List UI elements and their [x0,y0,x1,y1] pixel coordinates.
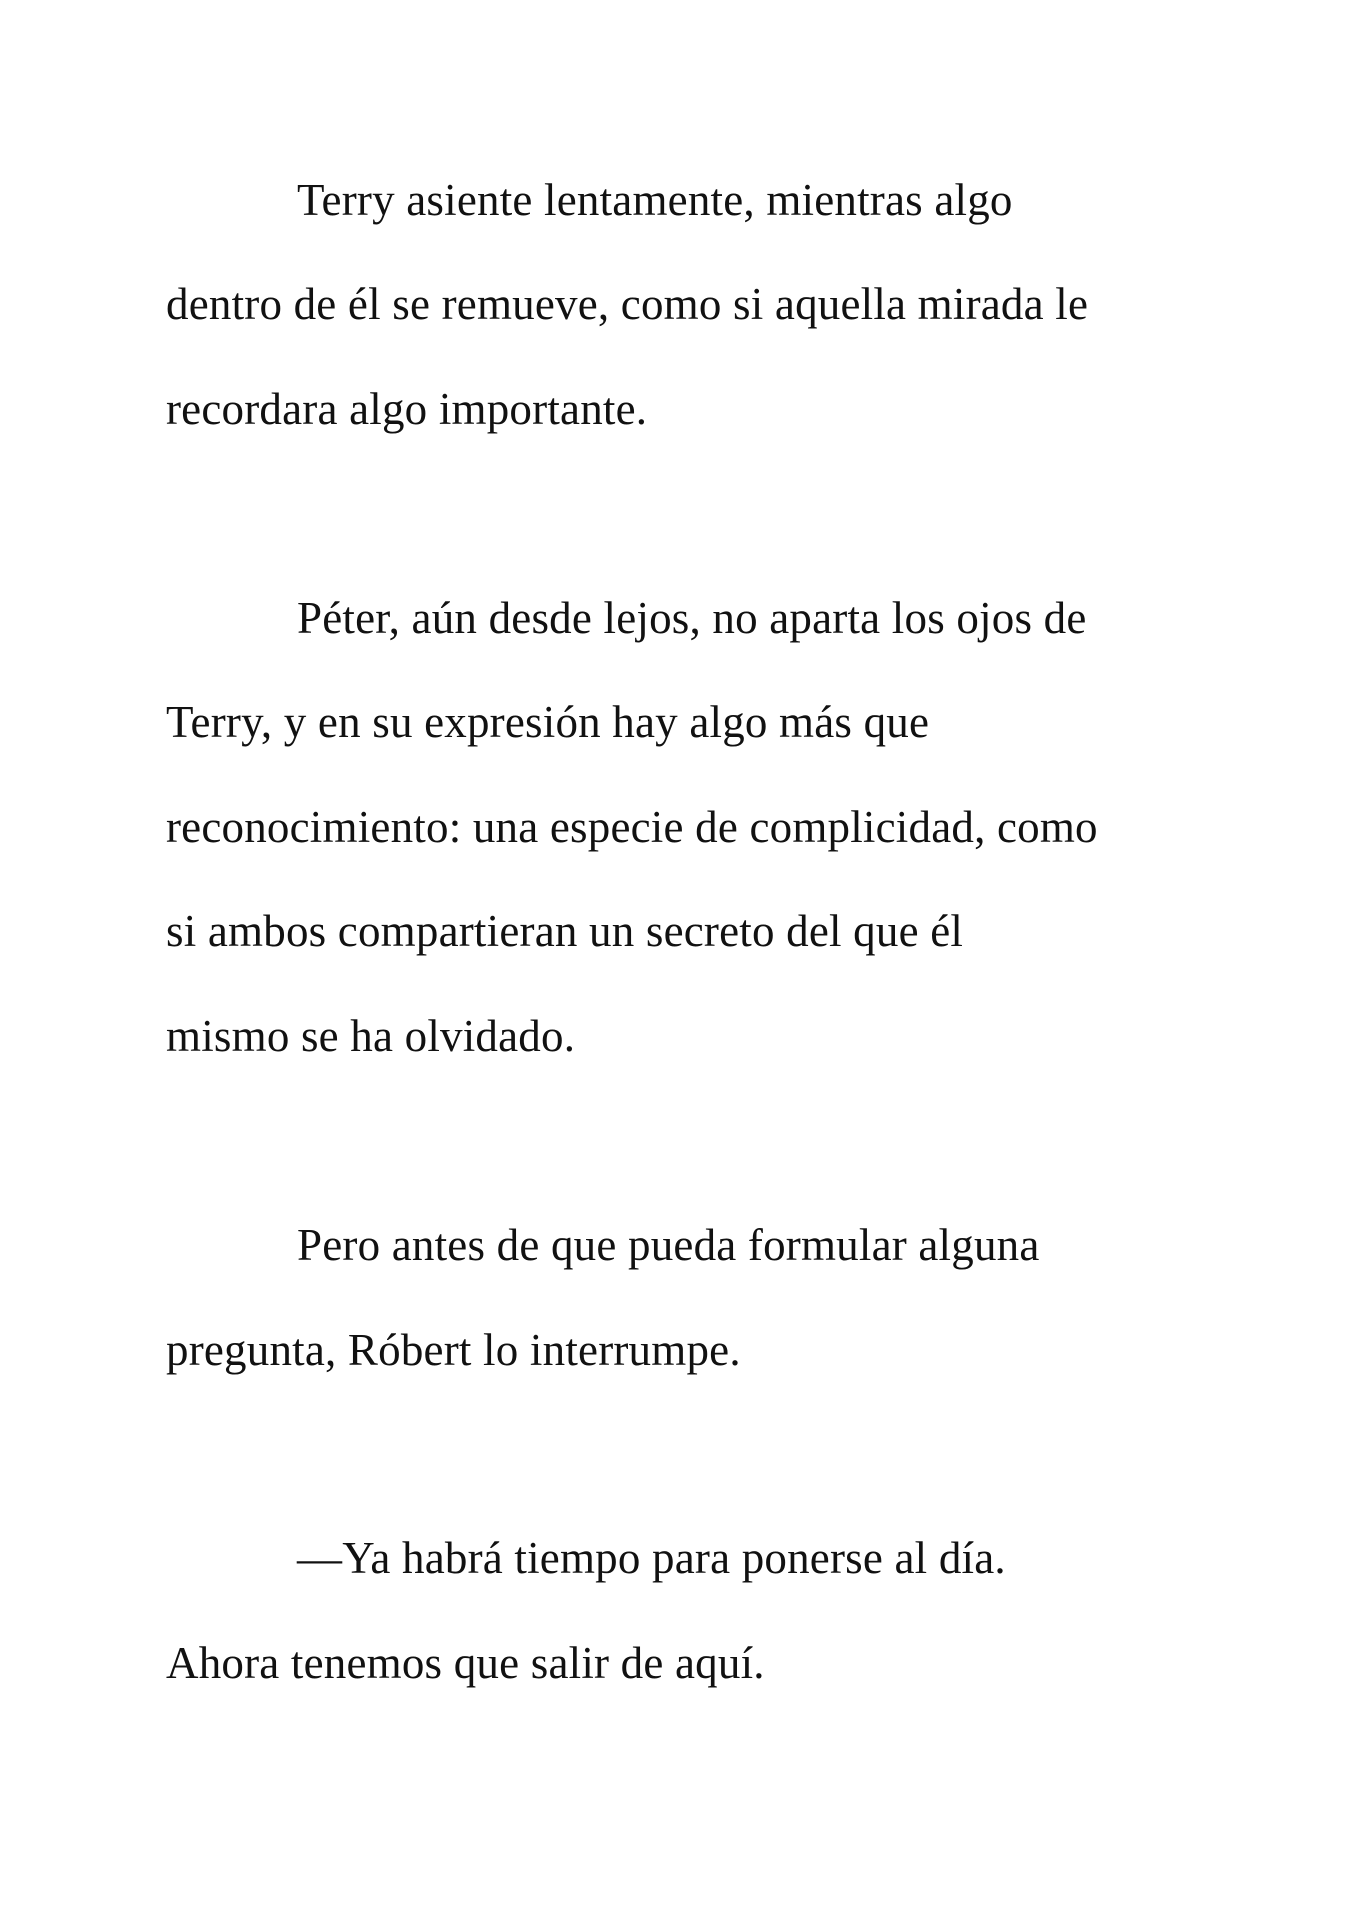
paragraph-2-line-4: si ambos compartieran un secreto del que él [166,906,964,956]
paragraph-2-line-5: mismo se ha olvidado. [166,1011,576,1061]
paragraph-1-line-3: recordara algo importante. [166,384,648,434]
paragraph-3-line-2: pregunta, Róbert lo interrumpe. [166,1325,741,1375]
paragraph-2-line-1: Péter, aún desde lejos, no aparta los ojos de [297,593,1087,643]
paragraph-1-line-2: dentro de él se remueve, como si aquella mirada le [166,279,1089,329]
paragraph-1-line-1: Terry asiente lentamente, mientras algo [297,175,1013,225]
paragraph-4-line-2: Ahora tenemos que salir de aquí. [166,1638,765,1688]
paragraph-3-line-1: Pero antes de que pueda formular alguna [297,1220,1040,1270]
paragraph-2-line-3: reconocimiento: una especie de complicidad, como [166,802,1098,852]
paragraph-2-line-2: Terry, y en su expresión hay algo más que [166,697,930,747]
paragraph-4-line-1: —Ya habrá tiempo para ponerse al día. [297,1533,1006,1583]
